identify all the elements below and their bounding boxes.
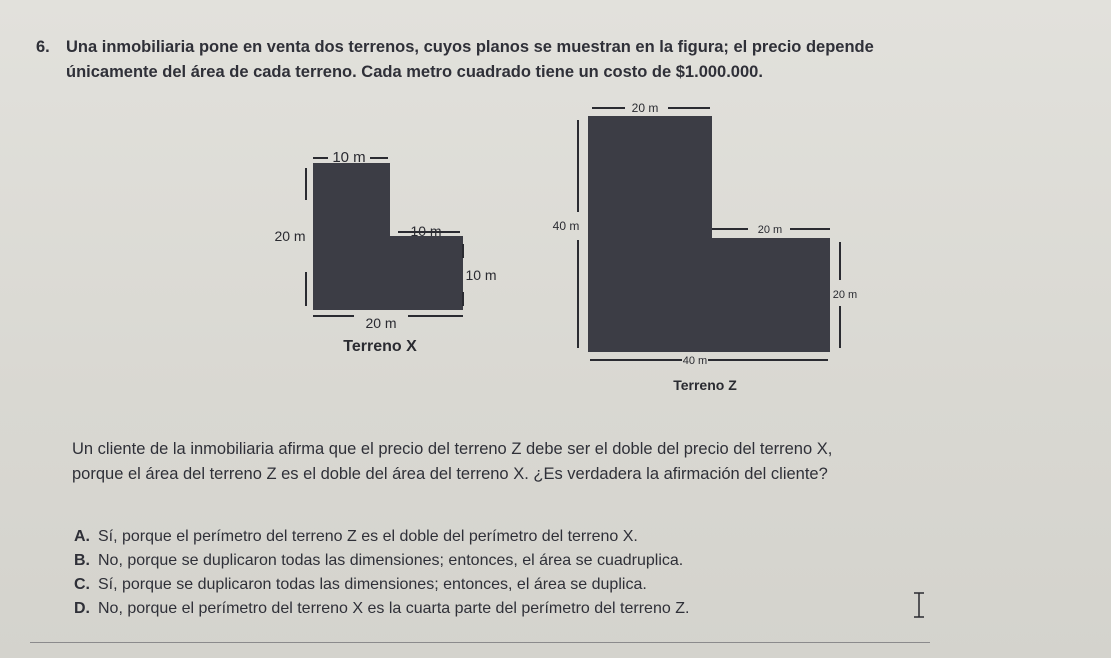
terreno-z-shape — [588, 116, 830, 352]
option-b[interactable] — [74, 549, 1074, 573]
terreno-x-caption: Terreno X — [343, 338, 417, 355]
option-a-text: Sí, porque el perímetro del terreno Z es el doble del perímetro del terreno X. — [98, 528, 638, 545]
option-d-letter: D. — [74, 600, 90, 617]
client-claim-line-2: porque el área del terreno Z es el doble del área del terreno X. ¿Es verdadera la afirmación del cliente? — [72, 465, 828, 483]
terreno-z-left-dim: 40 m — [552, 219, 580, 233]
option-c-letter: C. — [74, 576, 90, 593]
terreno-x-left-dim: 20 m — [274, 228, 306, 244]
figure-terreno-z — [553, 101, 858, 393]
bottom-divider — [30, 642, 930, 643]
terreno-z-top-dim: 20 m — [631, 101, 659, 115]
option-c-text: Sí, porque se duplicaron todas las dimensiones; entonces, el área se duplica. — [98, 576, 647, 593]
terreno-x-right-dim: 10 m — [465, 267, 497, 283]
terreno-x-step-dim: 10 m — [410, 223, 442, 239]
client-claim-line-1: Un cliente de la inmobiliaria afirma que el precio del terreno Z debe ser el doble del precio del terreno X, — [72, 440, 833, 458]
option-b-letter: B. — [74, 552, 90, 569]
terreno-z-bottom-dim: 40 m — [682, 355, 708, 367]
terreno-z-right-dim: 20 m — [832, 289, 858, 301]
text-cursor-icon — [912, 592, 926, 618]
client-claim — [72, 437, 1102, 487]
option-a-letter: A. — [74, 528, 90, 545]
figure-terreno-x — [274, 149, 496, 355]
question-stem-line-1: Una inmobiliaria pone en venta dos terrenos, cuyos planos se muestran en la figura; el precio depende — [66, 38, 874, 56]
terreno-z-caption: Terreno Z — [673, 377, 737, 393]
question-number: 6. — [36, 38, 50, 56]
terreno-x-top-dim: 10 m — [332, 149, 366, 166]
option-d-text: No, porque el perímetro del terreno X es la cuarta parte del perímetro del terreno Z. — [98, 600, 690, 617]
option-b-text: No, porque se duplicaron todas las dimensiones; entonces, el área se cuadruplica. — [98, 552, 684, 569]
question-stem-line-2: únicamente del área de cada terreno. Cada metro cuadrado tiene un costo de $1.000.000. — [66, 63, 763, 81]
terreno-z-step-dim: 20 m — [757, 224, 783, 236]
option-a[interactable] — [74, 525, 1074, 549]
terreno-x-bottom-dim: 20 m — [365, 315, 397, 331]
